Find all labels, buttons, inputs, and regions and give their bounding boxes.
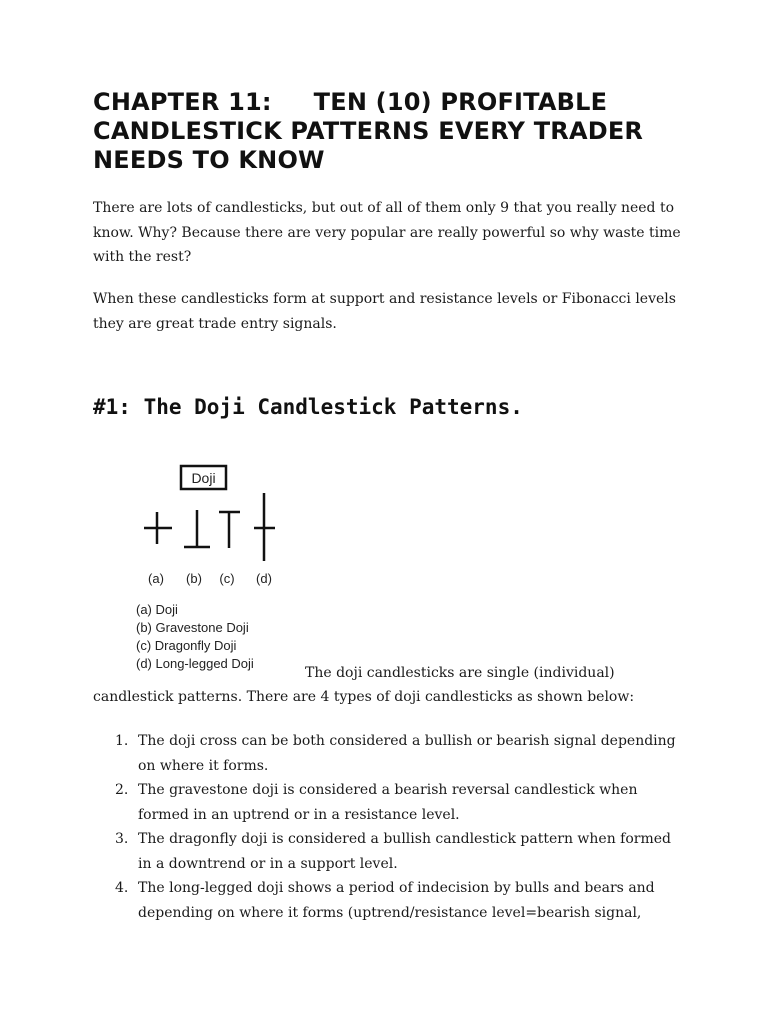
intro-paragraph-2: When these candlesticks form at support and resistance levels or Fibonacci levels they are great trade entry signals. <box>93 291 676 332</box>
chapter-title <box>93 88 713 175</box>
intro-paragraph-1: There are lots of candlesticks, but out of all of them only 9 that you really need to know. Why? Because there are very popular are really powerful so why waste time with the rest? <box>93 200 681 265</box>
tag-c: (c) <box>219 571 235 586</box>
list-item-text: The long-legged doji shows a period of indecision by bulls and bears and depending on where it forms (uptrend/resistance level=bearish signal, <box>138 880 655 921</box>
list-item-text: The doji cross can be both considered a bullish or bearish signal depending on where it forms. <box>138 733 676 774</box>
legend-item-long-legged: (d) Long-legged Doji <box>136 656 254 671</box>
doji-types-list <box>93 729 683 925</box>
legend-item-gravestone: (b) Gravestone Doji <box>136 620 249 635</box>
chapter-title-line1: TEN (10) PROFITABLE <box>313 88 608 116</box>
figure-continuation-text: candlestick patterns. There are 4 types of doji candlesticks as shown below: <box>93 689 635 705</box>
list-item <box>93 827 683 876</box>
list-item-text: The dragonfly doji is considered a bullish candlestick pattern when formed in a downtrend or in a support level. <box>138 831 671 872</box>
chapter-title-line3: NEEDS TO KNOW <box>93 146 325 174</box>
doji-diagram <box>134 452 294 677</box>
tag-b: (b) <box>186 571 202 586</box>
legend-item-dragonfly: (c) Dragonfly Doji <box>136 638 237 653</box>
list-item <box>93 876 683 925</box>
chapter-title-line2: CANDLESTICK PATTERNS EVERY TRADER <box>93 117 644 145</box>
list-item-text: The gravestone doji is considered a bearish reversal candlestick when formed in an uptrend or in a resistance level. <box>138 782 638 823</box>
list-marker: 3. <box>115 831 129 847</box>
chapter-number: CHAPTER 11: <box>93 88 272 116</box>
doji-label-text: Doji <box>191 470 216 486</box>
list-marker: 4. <box>115 880 129 896</box>
list-item <box>93 729 683 778</box>
tag-d: (d) <box>256 571 272 586</box>
tag-a: (a) <box>148 571 164 586</box>
list-marker: 1. <box>115 733 129 749</box>
list-item <box>93 778 683 827</box>
doji-figure <box>134 452 294 677</box>
section-heading: #1: The Doji Candlestick Patterns. <box>93 395 523 419</box>
list-marker: 2. <box>115 782 129 798</box>
figure-side-text: The doji candlesticks are single (individual) <box>305 665 615 681</box>
legend-item-doji: (a) Doji <box>136 602 178 617</box>
